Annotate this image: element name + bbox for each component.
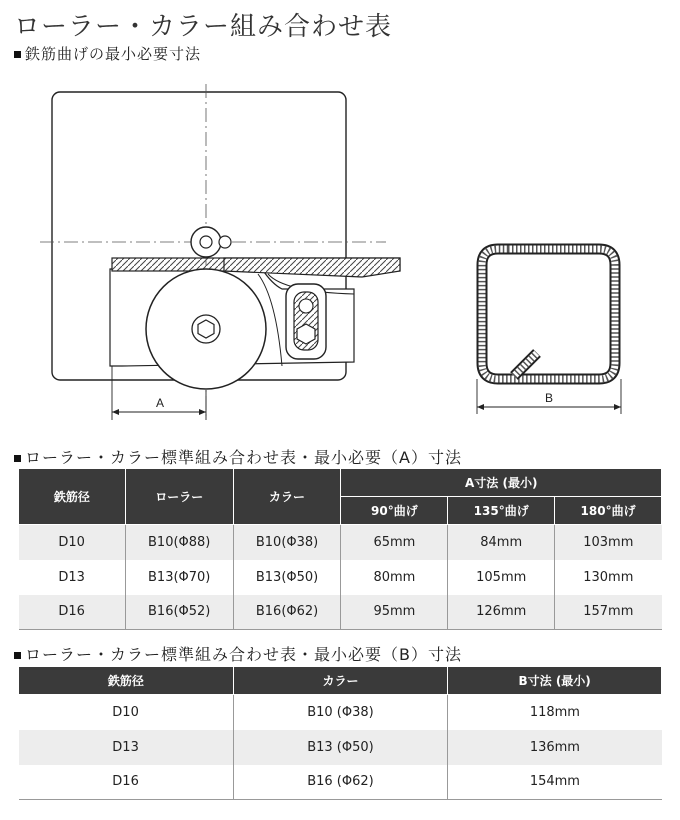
cell-180: 130mm: [555, 560, 662, 595]
bullet-square-icon: [14, 652, 21, 659]
cell-180: 157mm: [555, 595, 662, 630]
cell-b-size: 136mm: [448, 730, 662, 765]
cell-90: 65mm: [341, 525, 448, 560]
dimension-a-label: A: [156, 396, 165, 410]
cell-collar: B13 (Φ50): [233, 730, 448, 765]
section-heading-text: 鉄筋曲げの最小必要寸法: [25, 45, 202, 63]
bullet-square-icon: [14, 455, 21, 462]
table-row: [19, 730, 662, 765]
header-collar: カラー: [233, 469, 341, 525]
page-title: ローラー・カラー組み合わせ表: [14, 12, 393, 42]
cell-roller: B10(Φ88): [125, 525, 233, 560]
cell-rebar: D13: [19, 560, 126, 595]
cell-180: 103mm: [555, 525, 662, 560]
cell-b-size: 154mm: [448, 765, 662, 800]
roller-part: [146, 269, 266, 389]
cell-collar: B10 (Φ38): [233, 695, 448, 730]
cell-rebar: D16: [19, 765, 234, 800]
table-row: [19, 560, 662, 595]
header-180-deg: 180°曲げ: [555, 497, 662, 525]
cell-rebar: D16: [19, 595, 126, 630]
section-heading-table-b: [14, 642, 462, 665]
cell-collar: B10(Φ38): [233, 525, 341, 560]
header-collar: カラー: [233, 667, 448, 695]
cell-collar: B16 (Φ62): [233, 765, 448, 800]
table-row: [19, 525, 662, 560]
table-row: [19, 695, 662, 730]
section-heading-text: ローラー・カラー標準組み合わせ表・最小必要（A）寸法: [25, 448, 462, 467]
table-b-header-row: [19, 667, 662, 695]
slot-block: [286, 284, 326, 359]
table-a: [18, 468, 662, 630]
section-heading-drawing: [14, 43, 201, 64]
cell-roller: B13(Φ70): [125, 560, 233, 595]
cell-rebar: D10: [19, 695, 234, 730]
table-a-header-row: [19, 469, 662, 497]
cell-135: 126mm: [448, 595, 555, 630]
cell-rebar: D13: [19, 730, 234, 765]
cell-rebar: D10: [19, 525, 126, 560]
cell-collar: B13(Φ50): [233, 560, 341, 595]
dimension-b-label: B: [545, 391, 554, 405]
table-b: [18, 666, 662, 800]
section-heading-text: ローラー・カラー標準組み合わせ表・最小必要（B）寸法: [25, 645, 462, 664]
cell-135: 105mm: [448, 560, 555, 595]
bullet-square-icon: [14, 51, 21, 58]
bent-rebar-square: [482, 249, 615, 379]
cell-90: 80mm: [341, 560, 448, 595]
cell-90: 95mm: [341, 595, 448, 630]
cell-b-size: 118mm: [448, 695, 662, 730]
cell-135: 84mm: [448, 525, 555, 560]
header-rebar: 鉄筋径: [19, 469, 126, 525]
table-row: [19, 595, 662, 630]
header-a-size: A寸法 (最小): [341, 469, 662, 497]
bending-diagram: [14, 74, 654, 434]
header-roller: ローラー: [125, 469, 233, 525]
header-rebar: 鉄筋径: [19, 667, 234, 695]
header-b-size: B寸法 (最小): [448, 667, 662, 695]
header-90-deg: 90°曲げ: [341, 497, 448, 525]
table-row: [19, 765, 662, 800]
header-135-deg: 135°曲げ: [448, 497, 555, 525]
cell-roller: B16(Φ52): [125, 595, 233, 630]
section-heading-table-a: [14, 445, 462, 468]
cell-collar: B16(Φ62): [233, 595, 341, 630]
